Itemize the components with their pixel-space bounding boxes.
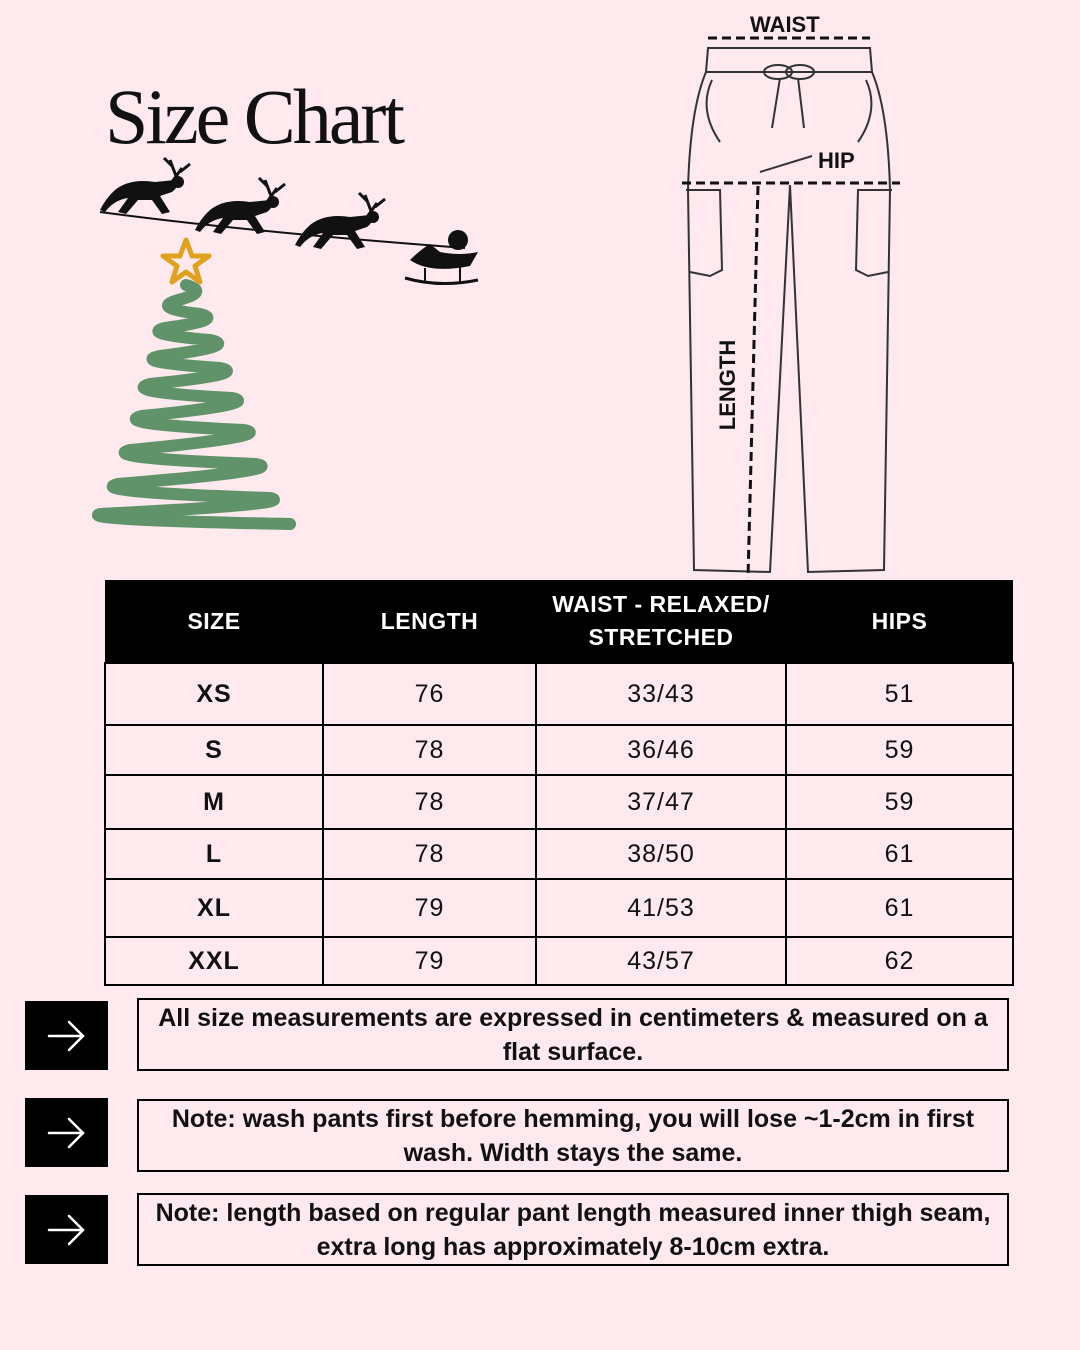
note-measurements: All size measurements are expressed in centimeters & measured on a flat surface. (137, 998, 1009, 1071)
length-cell: 78 (323, 829, 536, 879)
size-cell: XXL (105, 937, 323, 985)
arrow-right-icon (45, 1014, 89, 1058)
waist-label: WAIST (750, 12, 820, 37)
hips-cell: 51 (786, 663, 1013, 725)
size-cell: M (105, 775, 323, 829)
size-cell: S (105, 725, 323, 775)
waist-cell: 33/43 (536, 663, 786, 725)
header-waist: WAIST - RELAXED/ STRETCHED (536, 580, 786, 663)
note-wash: Note: wash pants first before hemming, you will lose ~1-2cm in first wash. Width stays the same. (137, 1099, 1009, 1172)
table-row (105, 725, 1013, 775)
pants-measurement-diagram (660, 0, 920, 590)
hips-cell: 59 (786, 725, 1013, 775)
length-cell: 79 (323, 879, 536, 937)
size-table (104, 580, 1014, 986)
size-cell: XS (105, 663, 323, 725)
hips-cell: 59 (786, 775, 1013, 829)
size-cell: L (105, 829, 323, 879)
waist-cell: 38/50 (536, 829, 786, 879)
length-cell: 78 (323, 775, 536, 829)
table-row (105, 937, 1013, 985)
waist-cell: 37/47 (536, 775, 786, 829)
arrow-right-icon (45, 1208, 89, 1252)
note-arrow-3 (25, 1195, 108, 1264)
note-arrow-1 (25, 1001, 108, 1070)
christmas-tree-icon (98, 285, 290, 524)
table-row (105, 829, 1013, 879)
hips-cell: 61 (786, 879, 1013, 937)
hip-label: HIP (818, 148, 855, 173)
length-cell: 78 (323, 725, 536, 775)
table-header-row (105, 580, 1013, 663)
length-label: LENGTH (715, 339, 740, 431)
arrow-right-icon (45, 1111, 89, 1155)
hips-cell: 61 (786, 829, 1013, 879)
table-row (105, 775, 1013, 829)
header-hips: HIPS (786, 580, 1013, 663)
waist-cell: 43/57 (536, 937, 786, 985)
table-row (105, 663, 1013, 725)
header-length: LENGTH (323, 580, 536, 663)
header-size: SIZE (105, 580, 323, 663)
reindeer-sleigh-icon (100, 158, 478, 284)
note-arrow-2 (25, 1098, 108, 1167)
note-length: Note: length based on regular pant length measured inner thigh seam, extra long has approximately 8-10cm extra. (137, 1193, 1009, 1266)
length-cell: 76 (323, 663, 536, 725)
christmas-illustration (0, 0, 520, 560)
size-cell: XL (105, 879, 323, 937)
star-icon (163, 240, 209, 282)
waist-cell: 41/53 (536, 879, 786, 937)
length-cell: 79 (323, 937, 536, 985)
waist-cell: 36/46 (536, 725, 786, 775)
table-row (105, 879, 1013, 937)
page-title: Size Chart (105, 73, 403, 160)
hips-cell: 62 (786, 937, 1013, 985)
